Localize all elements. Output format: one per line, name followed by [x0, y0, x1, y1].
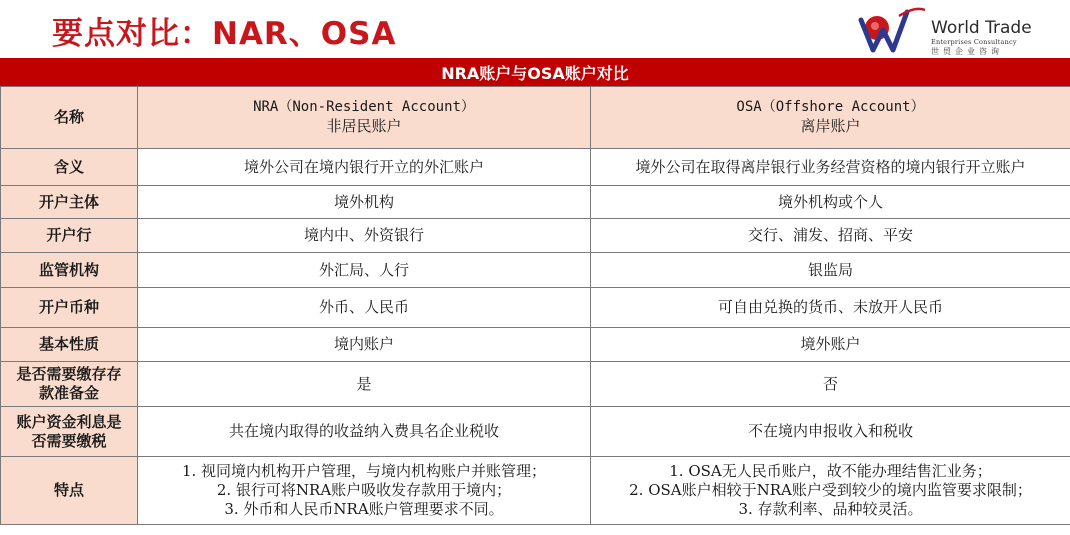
- osa-cell: 境外机构或个人: [591, 186, 1070, 219]
- nra-cell: 外汇局、人行: [138, 253, 591, 288]
- feature-line: 1. OSA无人民币账户，故不能办理结售汇业务；: [669, 462, 992, 481]
- table-row: [1, 253, 1070, 288]
- company-logo: [855, 6, 1065, 58]
- row-label: 特点: [1, 457, 138, 525]
- osa-cell: 境外公司在取得离岸银行业务经营资格的境内银行开立账户: [591, 149, 1070, 186]
- osa-cell: 银监局: [591, 253, 1070, 288]
- label-header: 名称: [1, 87, 138, 149]
- world-trade-logo-icon: [855, 6, 931, 56]
- row-label-line: 是否需要缴存存: [16, 365, 122, 384]
- row-label: [1, 362, 138, 407]
- feature-line: 3. 外币和人民币NRA账户管理要求不同。: [224, 499, 504, 518]
- osa-header-chinese: 离岸账户: [800, 116, 861, 135]
- comparison-table: [0, 86, 1070, 525]
- row-label: 开户币种: [1, 288, 138, 328]
- table-row: [1, 407, 1070, 457]
- nra-cell: 共在境内取得的收益纳入费具名企业税收: [138, 407, 591, 457]
- row-label: 开户行: [1, 219, 138, 253]
- nra-cell: 是: [138, 362, 591, 407]
- osa-cell: 交行、浦发、招商、平安: [591, 219, 1070, 253]
- osa-cell: 可自由兑换的货币、未放开人民币: [591, 288, 1070, 328]
- row-label: [1, 407, 138, 457]
- nra-cell: [138, 457, 591, 525]
- table-row: [1, 328, 1070, 362]
- logo-chinese: 世贸企业咨询: [931, 47, 1003, 56]
- row-label: 含义: [1, 149, 138, 186]
- nra-cell: 境内账户: [138, 328, 591, 362]
- row-label: 基本性质: [1, 328, 138, 362]
- table-row: [1, 362, 1070, 407]
- nra-cell: 外币、人民币: [138, 288, 591, 328]
- osa-cell: 不在境内申报收入和税收: [591, 407, 1070, 457]
- table-header-row: [1, 87, 1070, 149]
- feature-line: 2. 银行可将NRA账户吸收发存款用于境内；: [216, 481, 512, 500]
- osa-header-english: OSA（Offshore Account）: [736, 99, 925, 116]
- table-row: [1, 219, 1070, 253]
- nra-cell: 境外机构: [138, 186, 591, 219]
- feature-line: 2. OSA账户相较于NRA账户受到较少的境内监管要求限制；: [629, 481, 1032, 500]
- osa-column-header: [591, 87, 1070, 149]
- nra-cell: 境内中、外资银行: [138, 219, 591, 253]
- logo-name: World Trade: [931, 18, 1032, 38]
- table-row: [1, 457, 1070, 525]
- table-title-banner: NRA账户与OSA账户对比: [0, 58, 1070, 86]
- osa-cell: 否: [591, 362, 1070, 407]
- osa-cell: 境外账户: [591, 328, 1070, 362]
- slide-title: 要点对比：NAR、OSA: [52, 16, 397, 52]
- logo-subtitle: Enterprises Consultancy: [931, 38, 1017, 46]
- row-label-line: 款准备金: [38, 384, 99, 402]
- feature-line: 3. 存款利率、品种较灵活。: [738, 499, 923, 518]
- row-label-line: 账户资金利息是: [16, 412, 122, 431]
- feature-line: 1. 视同境内机构开户管理，与境内机构账户并账管理；: [181, 462, 547, 481]
- nra-header-chinese: 非居民账户: [326, 116, 402, 135]
- table-row: [1, 186, 1070, 219]
- nra-cell: 境外公司在境内银行开立的外汇账户: [138, 149, 591, 186]
- row-label: 开户主体: [1, 186, 138, 219]
- nra-header-english: NRA（Non-Resident Account）: [253, 99, 475, 116]
- table-row: [1, 288, 1070, 328]
- osa-cell: [591, 457, 1070, 525]
- row-label-line: 否需要缴税: [31, 431, 107, 450]
- nra-column-header: [138, 87, 591, 149]
- row-label: 监管机构: [1, 253, 138, 288]
- table-row: [1, 149, 1070, 186]
